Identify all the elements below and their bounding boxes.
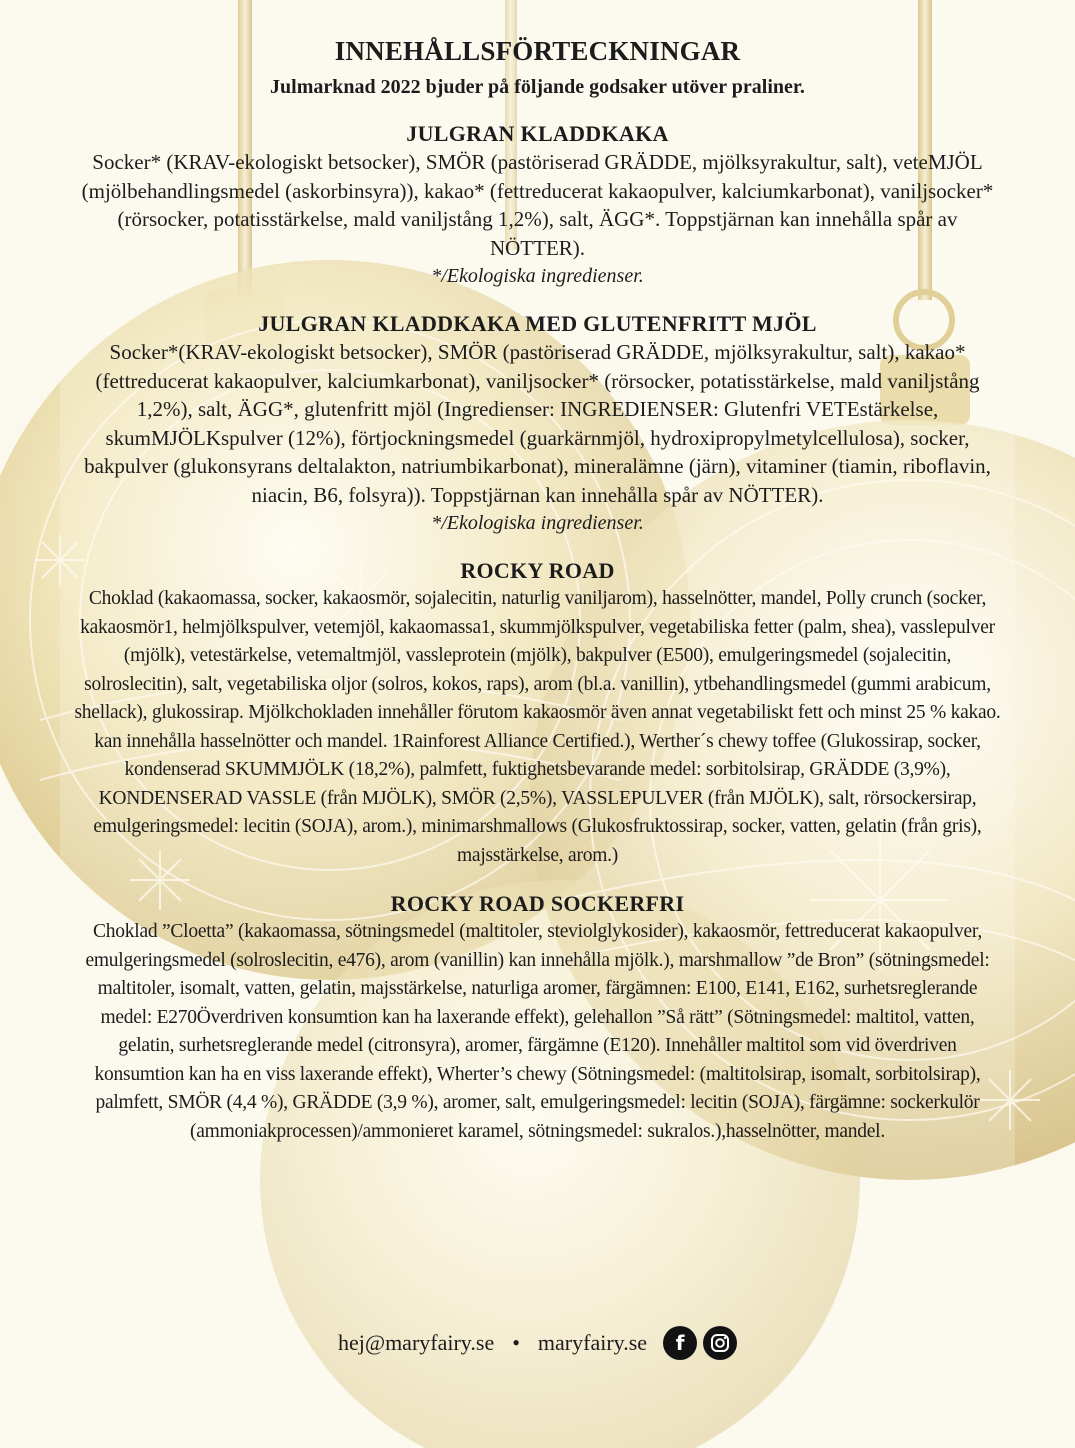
section-julgran-kladdkaka-glutenfri xyxy=(70,310,1005,537)
contact-email[interactable]: hej@maryfairy.se xyxy=(337,1330,495,1355)
page-title: INNEHÅLLSFÖRTECKNINGAR xyxy=(334,36,741,66)
section-rocky-road-sockerfri xyxy=(70,890,1005,1146)
section-note: */Ekologiska ingredienser. xyxy=(431,512,644,534)
section-heading: JULGRAN KLADDKAKA xyxy=(406,121,669,146)
section-heading: ROCKY ROAD xyxy=(460,558,615,583)
section-heading: ROCKY ROAD SOCKERFRI xyxy=(390,891,685,916)
social-links xyxy=(663,1326,737,1360)
section-julgran-kladdkaka xyxy=(70,120,1005,290)
page-subtitle: Julmarknad 2022 bjuder på följande godsaker utöver praliner. xyxy=(270,76,805,98)
instagram-icon[interactable] xyxy=(703,1326,737,1360)
section-rocky-road xyxy=(70,557,1005,870)
section-note: */Ekologiska ingredienser. xyxy=(431,265,644,287)
section-ingredients: Socker*(KRAV-ekologiskt betsocker), SMÖR (pastöriserad GRÄDDE, mjölksyrakultur, salt), kakao* (fettreducerat kakaopulver, kalciumkarbonat), vaniljsocker* (rörsocker, potatisstärkelse, mald vaniljstång 1,2%), salt, ÄGG*, glutenfritt mjöl (Ingredienser: INGREDIENSER: Glutenfri VETEstärkelse, skumMJÖLKspulver (12%), förtjockningsmedel (guarkärnmjöl, hydroxipropylmetylcellulosa), socker, bakpulver (glukonsyrans deltalakton, natriumbikarbonat), mineralämne (järn), vitaminer (tiamin, riboflavin, niacin, B6, folsyra)). Toppstjärnan kan innehålla spår av NÖTTER). xyxy=(84,340,991,507)
separator-dot: • xyxy=(512,1330,520,1355)
website-link[interactable]: maryfairy.se xyxy=(537,1330,648,1355)
section-ingredients: Choklad (kakaomassa, socker, kakaosmör, sojalecitin, naturlig vaniljarom), hasselnötter, mandel, Polly crunch (socker, kakaosmör1, helmjölkspulver, vetemjöl, kakaomassa1, skummjölkspulver, vegetabiliska fetter (palm, shea), vasslepulver (mjölk), vetestärkelse, vetemaltmjöl, vassleprotein (mjölk), bakpulver (E500), emulgeringsmedel (sojalecitin, solroslecitin), salt, vegetabiliska oljor (solros, kokos, raps), arom (bl.a. vanillin), ytbehandlingsmedel (gummi arabicum, shellack), glukossirap. Mjölkchokladen innehåller förutom kakaosmör även annat vegetabiliskt fett och minst 25 % kakao. kan innehålla hasselnötter och mandel. 1Rainforest Alliance Certified.), Werther´s chewy toffee (Glukossirap, socker, kondenserad SKUMMJÖLK (18,2%), palmfett, fuktighetsbevarande medel: sorbitolsirap, GRÄDDE (3,9%), KONDENSERAD VASSLE (från MJÖLK), SMÖR (2,5%), VASSLEPULVER (från MJÖLK), salt, rörsockersirap, emulgeringsmedel: lecitin (SOJA), arom.), minimarshmallows (Glukosfruktossirap, socker, vatten, gelatin (från gris), majsstärkelse, arom.) xyxy=(74,588,1001,866)
facebook-icon[interactable]: f xyxy=(663,1326,697,1360)
section-ingredients: Choklad ”Cloetta” (kakaomassa, sötningsmedel (maltitoler, steviolglykosider), kakaosmör, fettreducerat kakaopulver, emulgeringsmedel (solroslecitin, e476), arom (vanillin) kan innehålla mjölk.), marshmallow ”de Bron” (sötningsmedel: maltitoler, isomalt, vatten, gelatin, majsstärkelse, naturliga aromer, färgämnen: E100, E141, E162, surhetsreglerande medel: E270Överdriven konsumtion kan ha laxerande effekt), gelehallon ”Så rätt” (Sötningsmedel: maltitol, vatten, gelatin, surhetsreglerande medel (citronsyra), aromer, färgämne (E120). Innehåller maltitol som vid överdriven konsumtion kan ha en viss laxerande effekt), Wherter’s chewy (Sötningsmedel: (maltitolsirap, isomalt, sorbitolsirap), palmfett, SMÖR (4,4 %), GRÄDDE (3,9 %), aromer, salt, emulgeringsmedel: lecitin (SOJA), färgämne: sockerkulör (ammoniakprocessen)/ammonieret karamel, sötningsmedel: sukralos.),hasselnötter, mandel. xyxy=(85,921,990,1142)
section-heading: JULGRAN KLADDKAKA MED GLUTENFRITT MJÖL xyxy=(258,311,817,336)
footer xyxy=(0,1326,1075,1360)
section-ingredients: Socker* (KRAV-ekologiskt betsocker), SMÖR (pastöriserad GRÄDDE, mjölksyrakultur, salt), veteMJÖL (mjölbehandlingsmedel (askorbinsyra)), kakao* (fettreducerat kakaopulver, kalciumkarbonat), vaniljsocker* (rörsocker, potatisstärkelse, mald vaniljstång 1,2%), salt, ÄGG*. Toppstjärnan kan innehålla spår av NÖTTER). xyxy=(81,150,994,260)
ingredient-document xyxy=(70,34,1005,1146)
